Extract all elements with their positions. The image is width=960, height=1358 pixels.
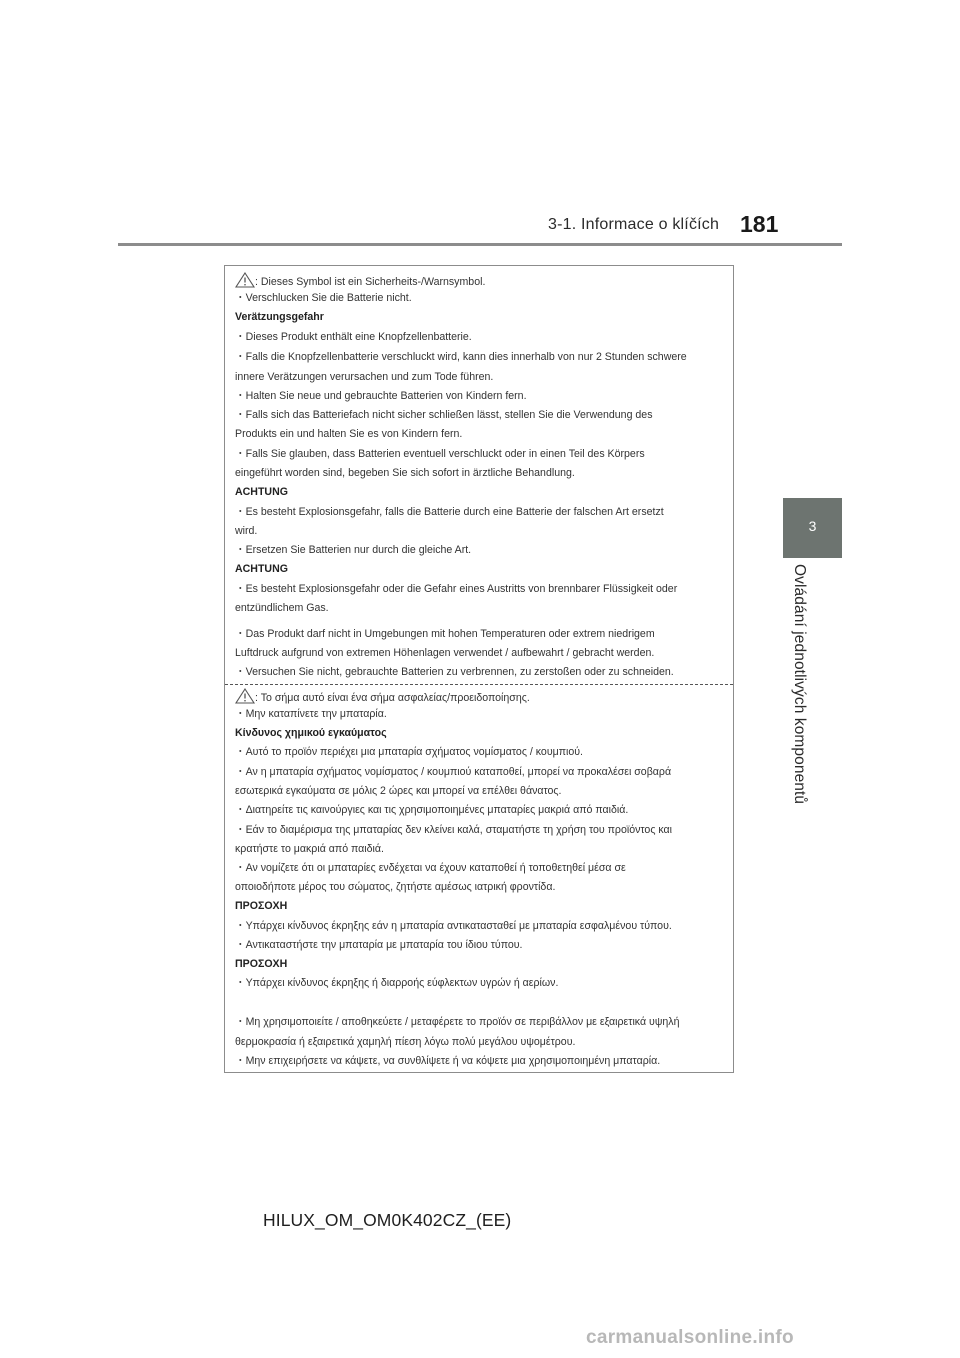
el-line: ・Αυτό το προϊόν περιέχει μια μπαταρία σχήματος νομίσματος / κουμπιού. xyxy=(235,746,584,758)
el-symbol-text: : Το σήμα αυτό είναι ένα σήμα ασφαλείας/προειδοποίησης. xyxy=(255,692,530,704)
el-line: ・Αντικαταστήστε την μπαταρία με μπαταρία του ίδιου τύπου. xyxy=(235,939,523,951)
el-line: ・Μην επιχειρήσετε να κάψετε, να συνθλίψετε ή να κόψετε μια χρησιμοποιημένη μπαταρία. xyxy=(235,1055,661,1067)
section-title: 3-1. Informace o klíčích xyxy=(548,216,720,233)
page-number: 181 xyxy=(740,211,779,237)
de-line: innere Verätzungen verursachen und zum Tode führen. xyxy=(235,371,494,383)
de-heading: Verätzungsgefahr xyxy=(235,311,324,323)
de-line: ・Das Produkt darf nicht in Umgebungen mit hohen Temperaturen oder extrem niedrigem xyxy=(235,628,655,640)
de-line: Luftdruck aufgrund von extremen Höhenlagen verwendet / aufbewahrt / gebracht werden. xyxy=(235,647,655,659)
el-heading: Κίνδυνος χημικού εγκαύματος xyxy=(235,727,387,739)
de-line: ・Falls Sie glauben, dass Batterien eventuell verschluckt oder in einen Teil des Körpers xyxy=(235,448,645,460)
de-line: ・Es besteht Explosionsgefahr, falls die Batterie durch eine Batterie der falschen Art ersetzt xyxy=(235,506,664,518)
el-line: ・Μη χρησιμοποιείτε / αποθηκεύετε / μεταφέρετε το προϊόν σε περιβάλλον με εξαιρετικά υψηλή xyxy=(235,1016,680,1028)
el-heading: ΠΡΟΣΟΧΗ xyxy=(235,958,288,970)
de-line: ・Verschlucken Sie die Batterie nicht. xyxy=(235,292,412,304)
de-line: wird. xyxy=(235,525,258,537)
de-line: eingeführt worden sind, begeben Sie sich sofort in ärztliche Behandlung. xyxy=(235,467,575,479)
el-line: ・Υπάρχει κίνδυνος έκρηξης εάν η μπαταρία αντικατασταθεί με μπαταρία εσφαλμένου τύπου. xyxy=(235,920,672,932)
de-heading: ACHTUNG xyxy=(235,563,288,575)
chapter-number: 3 xyxy=(808,518,817,534)
battery-warning-label xyxy=(224,265,734,1073)
language-divider xyxy=(225,684,733,685)
de-line: ・Versuchen Sie nicht, gebrauchte Batterien zu verbrennen, zu zerstoßen oder zu schneiden. xyxy=(235,666,674,678)
el-symbol-line xyxy=(235,688,727,705)
el-line: κρατήστε το μακριά από παιδιά. xyxy=(235,843,384,855)
de-symbol-line xyxy=(235,272,727,289)
el-line: ・Μην καταπίνετε την μπαταρία. xyxy=(235,708,387,720)
el-line: ・Εάν το διαμέρισμα της μπαταρίας δεν κλείνει καλά, σταματήστε τη χρήση του προϊόντος και xyxy=(235,824,673,836)
de-line: entzündlichem Gas. xyxy=(235,602,329,614)
el-line: θερμοκρασία ή εξαιρετικά χαμηλή πίεση λόγω πολύ μεγάλου υψομέτρου. xyxy=(235,1036,576,1048)
de-line: ・Ersetzen Sie Batterien nur durch die gleiche Art. xyxy=(235,544,472,556)
de-heading: ACHTUNG xyxy=(235,486,288,498)
de-symbol-text: : Dieses Symbol ist ein Sicherheits-/Warnsymbol. xyxy=(255,276,486,288)
de-line: ・Falls die Knopfzellenbatterie verschluckt wird, kann dies innerhalb von nur 2 Stunden schwere xyxy=(235,351,687,363)
de-line: Produkts ein und halten Sie es von Kindern fern. xyxy=(235,428,463,440)
de-line: ・Halten Sie neue und gebrauchte Batterien von Kindern fern. xyxy=(235,390,527,402)
el-line: οποιοδήποτε μέρος του σώματος, ζητήστε αμέσως ιατρική φροντίδα. xyxy=(235,881,556,893)
de-line: ・Es besteht Explosionsgefahr oder die Gefahr eines Austritts von brennbarer Flüssigkeit oder xyxy=(235,583,678,595)
document-code: HILUX_OM_OM0K402CZ_(EE) xyxy=(263,1210,512,1230)
chapter-label: Ovládání jednotlivých komponentů xyxy=(791,564,808,805)
el-heading: ΠΡΟΣΟΧΗ xyxy=(235,900,288,912)
el-line: ・Διατηρείτε τις καινούργιες και τις χρησιμοποιημένες μπαταρίες μακριά από παιδιά. xyxy=(235,804,629,816)
warning-triangle-icon xyxy=(235,688,255,704)
de-line: ・Dieses Produkt enthält eine Knopfzellenbatterie. xyxy=(235,331,472,343)
el-line: ・Αν η μπαταρία σχήματος νομίσματος / κουμπιού καταποθεί, μπορεί να προκαλέσει σοβαρά xyxy=(235,766,672,778)
site-watermark: carmanualsonline.info xyxy=(586,1327,794,1348)
el-line: ・Υπάρχει κίνδυνος έκρηξης ή διαρροής εύφλεκτων υγρών ή αερίων. xyxy=(235,977,559,989)
de-line: ・Falls sich das Batteriefach nicht sicher schließen lässt, stellen Sie die Verwendung des xyxy=(235,409,653,421)
warning-triangle-icon xyxy=(235,272,255,288)
el-line: ・Αν νομίζετε ότι οι μπαταρίες ενδέχεται να έχουν καταποθεί ή τοποθετηθεί μέσα σε xyxy=(235,862,626,874)
header-divider xyxy=(118,243,842,246)
el-line: εσωτερικά εγκαύματα σε μόλις 2 ώρες και μπορεί να επέλθει θάνατος. xyxy=(235,785,562,797)
chapter-tab xyxy=(783,498,842,558)
